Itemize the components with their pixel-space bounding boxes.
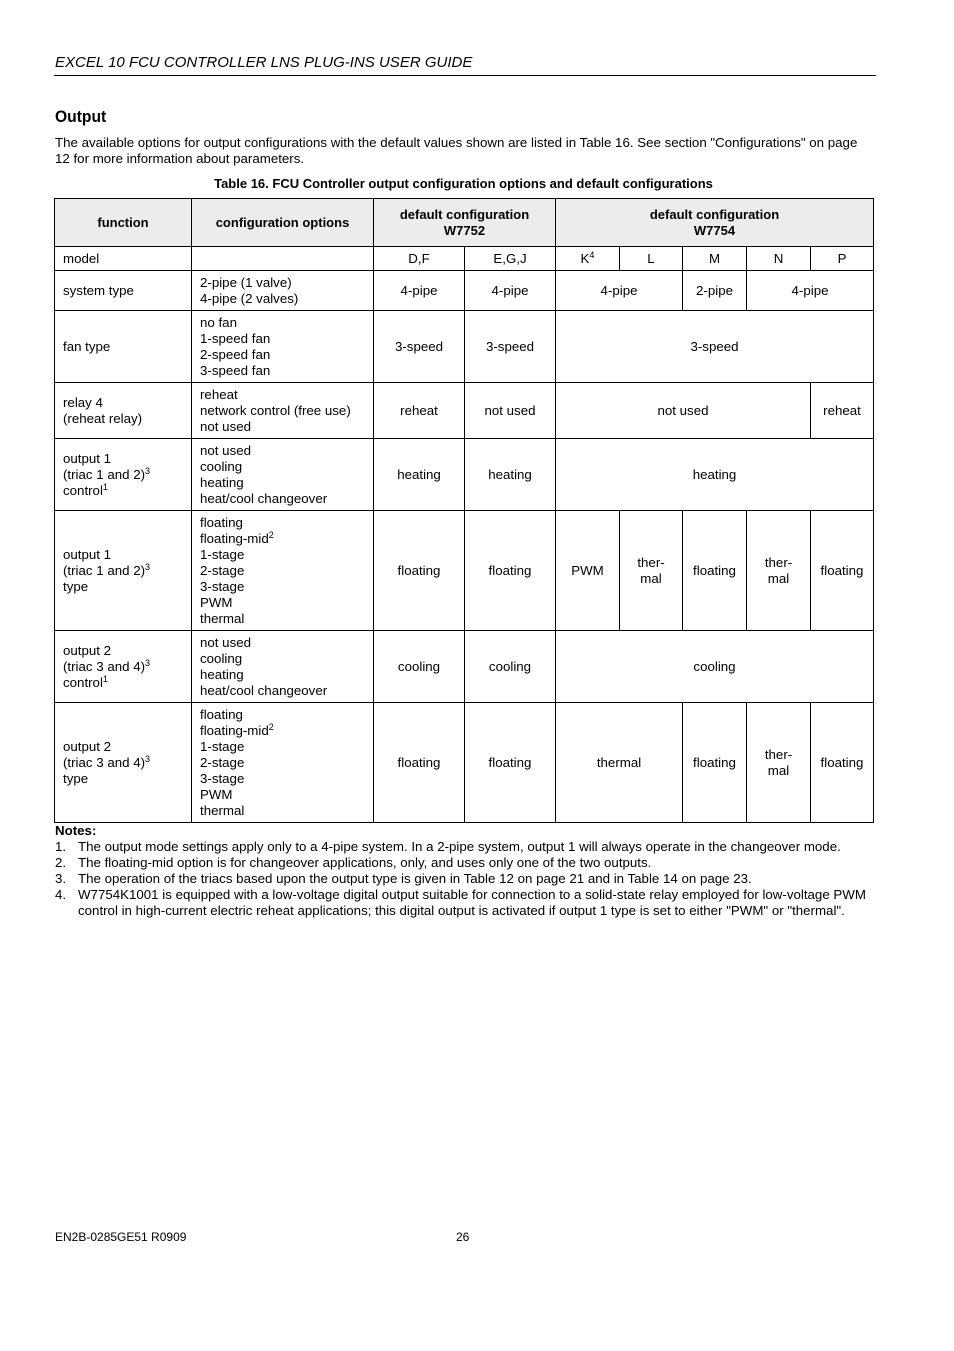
- label-text: (triac 1 and 2): [63, 562, 146, 578]
- table-row-output1-type: [55, 511, 874, 631]
- value-w7754: heating: [556, 439, 874, 511]
- table-row-relay4: [55, 383, 874, 439]
- label-text: (triac 1 and 2): [63, 466, 146, 482]
- note-item: [55, 887, 875, 919]
- value-line: mal: [640, 570, 662, 586]
- value-m: floating: [683, 511, 747, 631]
- row-label: model: [55, 247, 192, 271]
- value-line: ther-: [637, 554, 665, 570]
- label-text: control: [63, 482, 103, 498]
- row-options: [192, 311, 374, 383]
- option: 1-speed fan: [200, 330, 271, 346]
- model-m: M: [683, 247, 747, 271]
- header-rule: [54, 75, 876, 76]
- model-n: N: [747, 247, 811, 271]
- option: 2-pipe (1 valve): [200, 274, 292, 290]
- option: heating: [200, 474, 244, 490]
- row-label: system type: [55, 271, 192, 311]
- value-m: 2-pipe: [683, 271, 747, 311]
- label-line: [63, 467, 183, 483]
- option: floating: [200, 514, 243, 530]
- option: heat/cool changeover: [200, 682, 328, 698]
- model-p: P: [811, 247, 874, 271]
- option: heat/cool changeover: [200, 490, 328, 506]
- section-title: Output: [55, 107, 107, 126]
- note-number: 4.: [55, 887, 67, 902]
- footnote-ref: 2: [268, 721, 274, 732]
- option: 2-stage: [200, 754, 245, 770]
- option: floating: [200, 706, 243, 722]
- value-egj: 3-speed: [465, 311, 556, 383]
- option-text: floating-mid: [200, 530, 269, 546]
- table-row-model: [55, 247, 874, 271]
- model-l: L: [620, 247, 683, 271]
- label-text: (triac 3 and 4): [63, 658, 146, 674]
- option: 3-speed fan: [200, 362, 271, 378]
- model-k-sup: 4: [589, 249, 595, 260]
- footnote-ref: 3: [145, 465, 151, 476]
- note-item: [55, 839, 875, 855]
- model-egj: E,G,J: [465, 247, 556, 271]
- value-df: floating: [374, 511, 465, 631]
- value-df: 3-speed: [374, 311, 465, 383]
- label-line: [63, 675, 183, 691]
- label-line: relay 4: [63, 394, 103, 410]
- row-options: [192, 511, 374, 631]
- note-item: [55, 855, 875, 871]
- value-k: PWM: [556, 511, 620, 631]
- label-line: (reheat relay): [63, 410, 143, 426]
- value-line: ther-: [764, 746, 793, 762]
- value-m: floating: [683, 703, 747, 823]
- label-line: output 2: [63, 738, 112, 754]
- option: no fan: [200, 314, 237, 330]
- footnote-ref: 1: [102, 673, 108, 684]
- table-row-output2-control: [55, 631, 874, 703]
- label-line: output 2: [63, 642, 112, 658]
- header-w7752: [374, 199, 556, 247]
- footer-doc-number: EN2B-0285GE51 R0909: [55, 1230, 187, 1244]
- value-df: reheat: [374, 383, 465, 439]
- label-text: (triac 3 and 4): [63, 754, 146, 770]
- table-header-row: [55, 199, 874, 247]
- footnote-ref: 3: [145, 753, 151, 764]
- notes-heading: Notes:: [55, 823, 97, 838]
- model-k: [556, 247, 620, 271]
- row-options: [192, 631, 374, 703]
- header-w7754-line1: default configuration: [649, 206, 780, 222]
- value-egj: 4-pipe: [465, 271, 556, 311]
- model-k-text: K: [580, 250, 590, 266]
- note-number: 1.: [55, 839, 67, 854]
- value-df: floating: [374, 703, 465, 823]
- notes-section: [55, 823, 875, 919]
- header-w7754: [556, 199, 874, 247]
- option: [200, 723, 365, 739]
- value-egj: floating: [465, 703, 556, 823]
- option: 4-pipe (2 valves): [200, 290, 299, 306]
- option: 3-stage: [200, 770, 245, 786]
- option-text: floating-mid: [200, 722, 269, 738]
- value-df: cooling: [374, 631, 465, 703]
- option: thermal: [200, 610, 245, 626]
- value-l: [620, 511, 683, 631]
- table-row-system-type: [55, 271, 874, 311]
- value-df: heating: [374, 439, 465, 511]
- footer-page-number: 26: [456, 1230, 470, 1244]
- row-options: [192, 703, 374, 823]
- value-line: mal: [767, 570, 790, 586]
- value-egj: not used: [465, 383, 556, 439]
- value-w7754: cooling: [556, 631, 874, 703]
- label-line: [63, 483, 183, 499]
- value-df: 4-pipe: [374, 271, 465, 311]
- option: network control (free use): [200, 402, 351, 418]
- row-options: [192, 247, 374, 271]
- row-label: [55, 631, 192, 703]
- option: reheat: [200, 386, 238, 402]
- note-number: 3.: [55, 871, 67, 886]
- value-p: floating: [811, 511, 874, 631]
- table-row-output2-type: [55, 703, 874, 823]
- row-options: [192, 271, 374, 311]
- value-p: reheat: [811, 383, 874, 439]
- value-egj: cooling: [465, 631, 556, 703]
- header-function: function: [55, 199, 192, 247]
- label-line: output 1: [63, 546, 112, 562]
- note-text: W7754K1001 is equipped with a low-voltage digital output suitable for connection to a solid-state relay employed for low-voltage PWM control in high-current electric reheat applications; this digital output is activated if output 1 type is set to either "PWM" or "thermal".: [78, 887, 866, 918]
- row-label: fan type: [55, 311, 192, 383]
- value-w7754: 3-speed: [556, 311, 874, 383]
- row-options: [192, 439, 374, 511]
- option: 1-stage: [200, 738, 245, 754]
- footnote-ref: 1: [102, 481, 108, 492]
- option: 2-speed fan: [200, 346, 271, 362]
- note-number: 2.: [55, 855, 67, 870]
- label-line: type: [63, 770, 89, 786]
- output-config-table: [54, 198, 874, 823]
- row-label: [55, 439, 192, 511]
- label-line: output 1: [63, 450, 112, 466]
- label-line: [63, 755, 183, 771]
- value-n: [747, 703, 811, 823]
- row-label: [55, 703, 192, 823]
- note-text: The floating-mid option is for changeover applications, only, and uses only one of the two outputs.: [78, 855, 652, 870]
- row-options: [192, 383, 374, 439]
- running-header: EXCEL 10 FCU CONTROLLER LNS PLUG-INS USER GUIDE: [55, 54, 473, 71]
- header-w7752-line1: default configuration: [399, 206, 530, 222]
- value-n: [747, 511, 811, 631]
- header-w7752-line2: W7752: [443, 222, 486, 238]
- table-row-fan-type: [55, 311, 874, 383]
- option: PWM: [200, 786, 233, 802]
- table-caption: Table 16. FCU Controller output configuration options and default configurations: [214, 176, 713, 191]
- option: not used: [200, 418, 252, 434]
- footnote-ref: 3: [145, 657, 151, 668]
- row-label: [55, 383, 192, 439]
- note-item: [55, 871, 875, 887]
- value-np: 4-pipe: [747, 271, 874, 311]
- option: thermal: [200, 802, 245, 818]
- value-kl: 4-pipe: [556, 271, 683, 311]
- value-kl: thermal: [556, 703, 683, 823]
- label-line: type: [63, 578, 89, 594]
- footnote-ref: 3: [145, 561, 151, 572]
- option: heating: [200, 666, 244, 682]
- model-df: D,F: [374, 247, 465, 271]
- note-text: The operation of the triacs based upon the output type is given in Table 12 on page 21 and in Table 14 on page 23.: [78, 871, 752, 886]
- label-line: [63, 563, 183, 579]
- value-p: floating: [811, 703, 874, 823]
- value-kn: not used: [556, 383, 811, 439]
- intro-paragraph: The available options for output configurations with the default values shown are listed in Table 16. See section "Configurations" on page 12 for more information about parameters.: [55, 135, 858, 166]
- value-line: ther-: [764, 554, 793, 570]
- value-line: mal: [767, 762, 790, 778]
- value-egj: heating: [465, 439, 556, 511]
- option: not used: [200, 634, 252, 650]
- header-w7754-line2: W7754: [693, 222, 736, 238]
- header-options: configuration options: [192, 199, 374, 247]
- row-label: [55, 511, 192, 631]
- option: 2-stage: [200, 562, 245, 578]
- table-row-output1-control: [55, 439, 874, 511]
- value-egj: floating: [465, 511, 556, 631]
- option: PWM: [200, 594, 233, 610]
- note-text: The output mode settings apply only to a 4-pipe system. In a 2-pipe system, output 1 will always operate in the changeover mode.: [78, 839, 841, 854]
- footnote-ref: 2: [268, 529, 274, 540]
- label-line: [63, 659, 183, 675]
- option: not used: [200, 442, 252, 458]
- option: cooling: [200, 458, 243, 474]
- label-text: control: [63, 674, 103, 690]
- option: cooling: [200, 650, 243, 666]
- option: [200, 531, 365, 547]
- option: 1-stage: [200, 546, 245, 562]
- option: 3-stage: [200, 578, 245, 594]
